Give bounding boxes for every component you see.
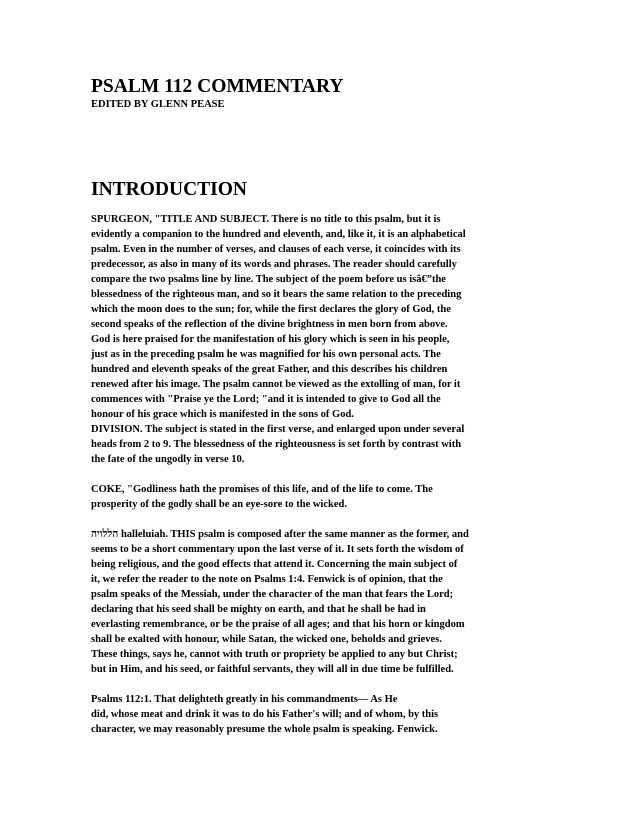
text-line: which the moon does to the sun; for, while the first declares the glory of God, the [91, 304, 451, 315]
text-line: commences with "Praise ye the Lord; "and it is intended to give to God all the [91, 394, 441, 405]
text-line: did, whose meat and drink it was to do his Father's will; and of whom, by this [91, 709, 439, 720]
text-line: heads from 2 to 9. The blessedness of the righteousness is set forth by contrast with [91, 439, 462, 450]
text-line: seems to be a short commentary upon the last verse of it. It sets forth the wisdom of [91, 544, 464, 555]
hebrew-word: הללויה [91, 529, 119, 540]
text-line: just as in the preceding psalm he was magnified for his own personal acts. The [91, 349, 441, 360]
text-line: but in Him, and his seed, or faithful servants, they will all in due time be fulfilled. [91, 664, 454, 675]
text-line: blessedness of the righteous man, and so it bears the same relation to the preceding [91, 289, 462, 300]
text-line: the fate of the ungodly in verse 10. [91, 454, 245, 465]
document-page [91, 76, 551, 735]
text-line: shall be exalted with honour, while Satan, the wicked one, beholds and grieves. [91, 634, 442, 645]
text-line: honour of his grace which is manifested in the sons of God. [91, 409, 354, 420]
paragraph-halleluiah [91, 527, 551, 677]
commentary-body [91, 212, 551, 752]
text-line: psalm speaks of the Messiah, under the character of the man that fears the Lord; [91, 589, 454, 600]
text-line: evidently a companion to the hundred and eleventh, and, like it, it is an alphabetical [91, 229, 466, 240]
text-line: DIVISION. The subject is stated in the first verse, and enlarged upon under several [91, 424, 465, 435]
paragraph-spurgeon [91, 212, 551, 467]
text-line: COKE, "Godliness hath the promises of this life, and of the life to come. The [91, 484, 433, 495]
text-line: character, we may reasonably presume the whole psalm is speaking. Fenwick. [91, 724, 438, 735]
text-line: compare the two psalms line by line. The subject of the poem before us isâ€”the [91, 274, 446, 285]
text-line: it, we refer the reader to the note on Psalms 1:4. Fenwick is of opinion, that the [91, 574, 443, 585]
text-line: everlasting remembrance, or be the praise of all ages; and that his horn or kingdom [91, 619, 465, 630]
document-title: PSALM 112 COMMENTARY [91, 76, 344, 97]
text-line: God is here praised for the manifestation of his glory which is seen in his people, [91, 334, 450, 345]
section-heading-introduction: INTRODUCTION [91, 179, 248, 200]
text-line: psalm. Even in the number of verses, and clauses of each verse, it coincides with its [91, 244, 461, 255]
text-line-first [91, 527, 551, 542]
text-line: Psalms 112:1. That delighteth greatly in his commandments— As He [91, 694, 398, 705]
text-line: declaring that his seed shall be mighty on earth, and that he shall be had in [91, 604, 426, 615]
paragraph-verse-1 [91, 692, 551, 737]
text-run: halleluiah. THIS psalm is composed after the same manner as the former, and [118, 529, 469, 540]
document-subtitle: EDITED BY GLENN PEASE [91, 99, 225, 110]
text-line: These things, says he, cannot with truth or propriety be applied to any but Christ; [91, 649, 458, 660]
text-line: hundred and eleventh speaks of the great Father, and this describes his children [91, 364, 448, 375]
text-line: second speaks of the reflection of the divine brightness in men born from above. [91, 319, 448, 330]
text-line: prosperity of the godly shall be an eye-sore to the wicked. [91, 499, 347, 510]
text-line: predecessor, as also in many of its words and phrases. The reader should carefully [91, 259, 457, 270]
text-line: SPURGEON, "TITLE AND SUBJECT. There is no title to this psalm, but it is [91, 214, 441, 225]
paragraph-coke [91, 482, 551, 512]
text-line: being religious, and the good effects that attend it. Concerning the main subject of [91, 559, 458, 570]
text-line: renewed after his image. The psalm cannot be viewed as the extolling of man, for it [91, 379, 461, 390]
